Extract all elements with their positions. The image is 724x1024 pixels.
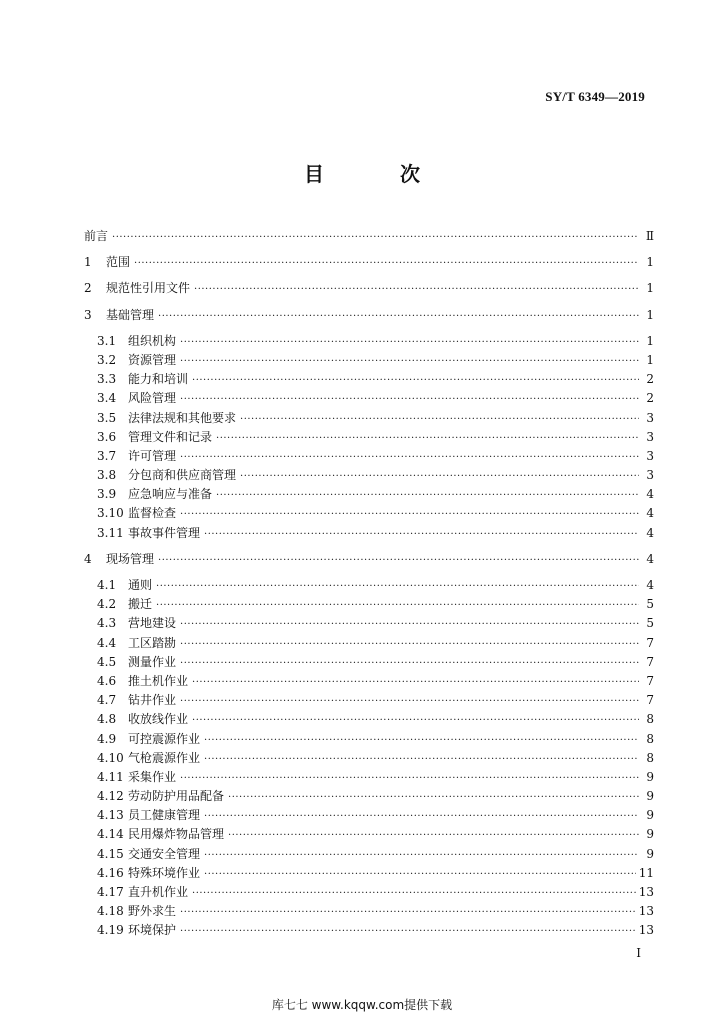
toc-entry-number: 4.7 — [97, 693, 117, 708]
toc-dot-leader — [180, 635, 639, 654]
toc-dot-leader — [192, 673, 639, 692]
page-title: 目 次 — [304, 162, 448, 186]
toc-entry-page: 3 — [646, 410, 654, 425]
toc-entry-number: 3.9 — [97, 487, 117, 502]
toc-entry[interactable] — [84, 691, 654, 710]
toc-entry-number: 3.2 — [97, 352, 117, 367]
toc-entry-page: 2 — [646, 391, 654, 406]
toc-entry-number: 3.4 — [97, 391, 117, 406]
toc-entry-label: 交通安全管理 — [128, 846, 201, 861]
toc-entry-page: 7 — [646, 673, 654, 688]
toc-entry-number: 3.5 — [97, 410, 117, 425]
toc-entry-label: 监督检查 — [128, 506, 177, 521]
toc-entry-page: 1 — [646, 333, 654, 348]
toc-entry-page: 3 — [646, 468, 654, 483]
toc-dot-leader — [180, 769, 639, 788]
toc-dot-leader — [204, 807, 639, 826]
toc-entry-label: 能力和培训 — [128, 372, 189, 387]
toc-entry-number: 3.3 — [97, 372, 117, 387]
toc-entry-label: 气枪震源作业 — [128, 750, 201, 765]
toc-dot-leader — [180, 615, 639, 634]
toc-entry-page: 7 — [646, 635, 654, 650]
toc-entry[interactable] — [84, 504, 654, 523]
toc-entry[interactable] — [84, 428, 654, 447]
toc-entry[interactable] — [84, 550, 654, 569]
toc-entry-page: 4 — [646, 487, 654, 502]
toc-entry-label: 收放线作业 — [128, 712, 189, 727]
toc-dot-leader — [204, 525, 639, 544]
toc-entry[interactable] — [84, 389, 654, 408]
toc-dot-leader — [180, 448, 639, 467]
toc-entry-label: 现场管理 — [106, 551, 155, 566]
toc-dot-leader — [240, 410, 639, 429]
toc-dot-leader — [216, 429, 639, 448]
toc-entry-page: 4 — [646, 525, 654, 540]
toc-entry-label: 管理文件和记录 — [128, 429, 213, 444]
toc-entry[interactable] — [84, 332, 654, 351]
toc-entry[interactable] — [84, 902, 654, 921]
toc-entry[interactable] — [84, 634, 654, 653]
toc-entry-page: 1 — [646, 255, 654, 270]
toc-dot-leader — [240, 467, 639, 486]
toc-dot-leader — [158, 307, 639, 326]
toc-entry-label: 营地建设 — [128, 616, 177, 631]
toc-entry-label: 组织机构 — [128, 333, 177, 348]
toc-entry[interactable] — [84, 825, 654, 844]
toc-entry-page: Ⅱ — [645, 229, 654, 243]
toc-entry-label: 许可管理 — [128, 448, 177, 463]
toc-entry-number: 4.10 — [97, 750, 124, 765]
toc-entry[interactable] — [84, 447, 654, 466]
toc-entry-page: 9 — [646, 769, 654, 784]
toc-entry-page: 5 — [646, 597, 654, 612]
toc-dot-leader — [180, 903, 636, 922]
toc-entry-label: 资源管理 — [128, 352, 177, 367]
toc-entry[interactable] — [84, 466, 654, 485]
toc-entry-page: 9 — [646, 808, 654, 823]
table-of-contents — [84, 227, 654, 941]
toc-entry[interactable] — [84, 524, 654, 543]
toc-dot-leader — [228, 826, 639, 845]
standard-code: SY/T 6349—2019 — [545, 89, 645, 104]
toc-entry-label: 采集作业 — [128, 769, 177, 784]
toc-entry[interactable] — [84, 279, 654, 298]
footer-watermark: 库七七 www.kqqw.com提供下载 — [271, 998, 453, 1012]
toc-entry-page: 1 — [646, 307, 654, 322]
toc-entry-label: 事故事件管理 — [128, 525, 201, 540]
toc-dot-leader — [180, 390, 639, 409]
toc-entry[interactable] — [84, 672, 654, 691]
toc-entry-number: 4.3 — [97, 616, 117, 631]
toc-dot-leader — [192, 884, 636, 903]
toc-dot-leader — [194, 280, 639, 299]
toc-entry[interactable] — [84, 883, 654, 902]
toc-entry-number: 4.19 — [97, 923, 124, 938]
toc-dot-leader — [192, 371, 639, 390]
toc-entry[interactable] — [84, 409, 654, 428]
toc-entry[interactable] — [84, 845, 654, 864]
toc-entry-page: 4 — [646, 551, 654, 566]
toc-entry-label: 范围 — [106, 255, 131, 270]
toc-dot-leader — [180, 333, 639, 352]
toc-entry-label: 钻井作业 — [128, 693, 177, 708]
toc-entry-label: 员工健康管理 — [128, 808, 201, 823]
toc-entry-label: 工区踏勘 — [128, 635, 177, 650]
toc-entry-label: 测量作业 — [128, 654, 177, 669]
toc-entry-page: 13 — [638, 885, 654, 899]
toc-entry-page: 1 — [646, 281, 654, 296]
toc-entry-page: 3 — [646, 429, 654, 444]
toc-entry[interactable] — [84, 730, 654, 749]
toc-entry-page: 11 — [638, 865, 654, 880]
toc-entry[interactable] — [84, 768, 654, 787]
toc-entry-label: 搬迁 — [128, 597, 153, 612]
toc-entry-number: 4.6 — [97, 673, 117, 688]
toc-entry-number: 4.14 — [97, 827, 124, 842]
toc-entry-label: 前言 — [84, 229, 109, 243]
toc-dot-leader — [204, 731, 639, 750]
toc-entry-number: 4.18 — [97, 904, 124, 919]
toc-entry-number: 3.1 — [97, 333, 117, 348]
toc-entry-number: 4.4 — [97, 635, 117, 650]
toc-entry-label: 规范性引用文件 — [106, 281, 191, 296]
toc-entry-number: 3.11 — [97, 525, 124, 540]
toc-dot-leader — [180, 654, 639, 673]
toc-entry-number: 4.8 — [97, 712, 117, 727]
toc-dot-leader — [180, 922, 636, 941]
toc-entry-number: 3.6 — [97, 429, 117, 444]
toc-entry-page: 9 — [646, 789, 654, 804]
toc-entry[interactable] — [84, 485, 654, 504]
toc-entry-number: 3 — [84, 307, 92, 322]
toc-entry-number: 4.9 — [97, 731, 117, 746]
toc-entry-number: 3.8 — [97, 468, 117, 483]
toc-entry[interactable] — [84, 710, 654, 729]
toc-entry-page: 7 — [646, 654, 654, 669]
toc-entry-number: 4.1 — [97, 578, 117, 592]
toc-dot-leader — [216, 486, 639, 505]
toc-entry[interactable] — [84, 787, 654, 806]
toc-entry[interactable] — [84, 653, 654, 672]
toc-dot-leader — [158, 551, 639, 570]
toc-entry[interactable] — [84, 576, 654, 595]
toc-entry-number: 4.16 — [97, 865, 124, 880]
toc-entry-page: 1 — [646, 352, 654, 367]
toc-entry-number: 4 — [84, 551, 92, 566]
toc-entry[interactable] — [84, 253, 654, 272]
toc-entry[interactable] — [84, 864, 654, 883]
toc-entry-number: 4.11 — [97, 769, 124, 784]
toc-entry[interactable] — [84, 921, 654, 940]
toc-entry-page: 8 — [646, 750, 654, 765]
toc-entry-number: 1 — [84, 255, 92, 270]
toc-entry[interactable] — [84, 595, 654, 614]
page-number: I — [636, 946, 641, 960]
toc-dot-leader — [180, 692, 639, 711]
toc-entry-page: 3 — [646, 448, 654, 463]
toc-dot-leader — [228, 788, 639, 807]
toc-entry-label: 风险管理 — [128, 391, 177, 406]
toc-entry-page: 9 — [646, 846, 654, 861]
toc-dot-leader — [156, 596, 639, 615]
toc-entry-number: 4.13 — [97, 808, 124, 823]
toc-entry-label: 推土机作业 — [128, 673, 189, 688]
toc-entry-number: 2 — [84, 281, 92, 296]
toc-dot-leader — [180, 505, 639, 524]
toc-entry-label: 野外求生 — [128, 904, 177, 919]
toc-entry-number: 3.7 — [97, 448, 117, 463]
toc-entry-page: 4 — [646, 506, 654, 521]
toc-entry-label: 劳动防护用品配备 — [128, 789, 225, 804]
toc-entry-label: 民用爆炸物品管理 — [128, 827, 225, 842]
toc-entry-label: 可控震源作业 — [128, 731, 201, 746]
toc-entry-page: 9 — [646, 827, 654, 842]
toc-entry-page: 13 — [638, 904, 654, 919]
toc-entry-page: 5 — [646, 616, 654, 631]
toc-entry-label: 环境保护 — [128, 923, 177, 938]
toc-entry[interactable] — [84, 749, 654, 768]
toc-entry-label: 通则 — [128, 578, 153, 592]
toc-entry-label: 法律法规和其他要求 — [128, 410, 237, 425]
toc-entry[interactable] — [84, 306, 654, 325]
toc-entry-label: 特殊环境作业 — [128, 865, 201, 880]
toc-entry-page: 7 — [646, 693, 654, 708]
toc-entry-label: 基础管理 — [106, 307, 155, 322]
toc-entry-number: 4.2 — [97, 597, 117, 612]
toc-entry-number: 4.15 — [97, 846, 124, 861]
toc-entry-label: 直升机作业 — [128, 885, 189, 899]
toc-dot-leader — [112, 228, 639, 247]
toc-entry-page: 2 — [646, 372, 654, 387]
toc-dot-leader — [204, 750, 639, 769]
toc-entry-page: 13 — [638, 923, 654, 938]
toc-entry-number: 4.17 — [97, 885, 124, 899]
toc-entry-page: 8 — [646, 731, 654, 746]
toc-dot-leader — [204, 865, 636, 884]
toc-entry[interactable] — [84, 370, 654, 389]
toc-dot-leader — [204, 846, 639, 865]
toc-entry[interactable] — [84, 806, 654, 825]
toc-entry[interactable] — [84, 227, 654, 246]
toc-entry-number: 4.5 — [97, 654, 117, 669]
toc-entry-number: 3.10 — [97, 506, 124, 521]
toc-entry[interactable] — [84, 614, 654, 633]
toc-entry-label: 应急响应与准备 — [128, 487, 213, 502]
toc-dot-leader — [156, 577, 639, 596]
toc-dot-leader — [134, 254, 639, 273]
toc-dot-leader — [192, 711, 639, 730]
toc-entry-label: 分包商和供应商管理 — [128, 468, 237, 483]
toc-entry-page: 8 — [646, 712, 654, 727]
toc-entry-number: 4.12 — [97, 789, 124, 804]
toc-entry-page: 4 — [646, 578, 654, 592]
toc-entry[interactable] — [84, 351, 654, 370]
toc-dot-leader — [180, 352, 639, 371]
